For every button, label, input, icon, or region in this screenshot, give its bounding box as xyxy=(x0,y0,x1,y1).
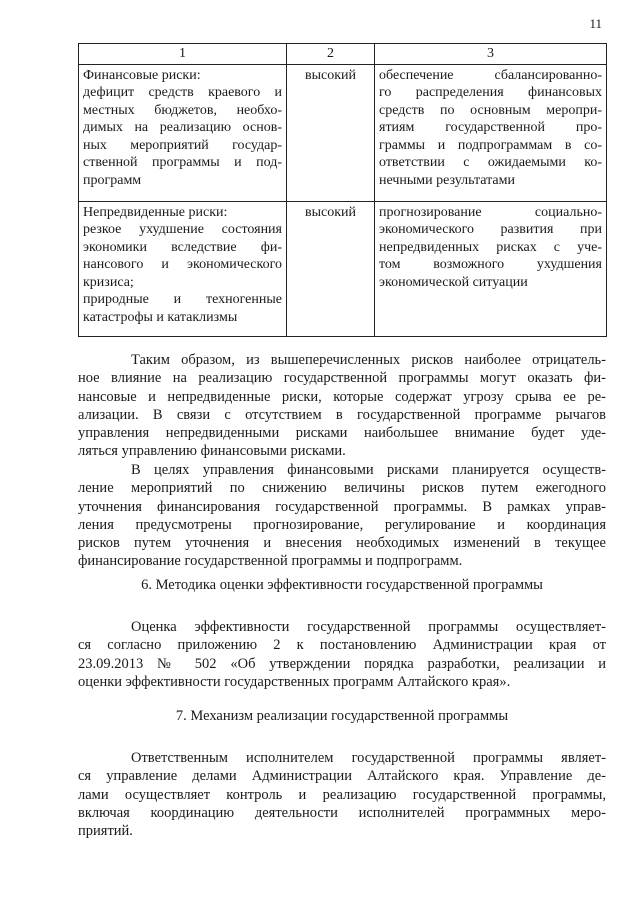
paragraph-line: Таким образом, из вышеперечисленных рисков наиболее отрицатель- xyxy=(131,352,606,368)
risk-level-cell: высокий xyxy=(287,64,375,201)
paragraph-evaluation xyxy=(78,618,606,691)
paragraph-line: Ответственным исполнителем государственной программы являет- xyxy=(131,750,606,766)
risk-cell xyxy=(79,201,287,336)
paragraph-mechanism xyxy=(78,749,606,840)
risk-level-cell: высокий xyxy=(287,201,375,336)
paragraph-line: оценки эффективности государственных программ Алтайского края». xyxy=(78,673,511,690)
paragraph-line: лами осуществляет контроль и реализацию государственной программы, xyxy=(78,786,606,803)
paragraph-line: ся управление делами Администрации Алтайского края. Управление де- xyxy=(78,768,606,785)
risk-text-line: катастрофы и катаклизмы xyxy=(83,309,238,325)
measures-text-line: прогнозирование социально- xyxy=(379,204,602,220)
paragraph-line: ляться управлению финансовыми рисками. xyxy=(78,443,346,460)
risk-title: Непредвиденные риски: xyxy=(83,204,228,220)
measures-text-line: непредвиденных рисках с уче- xyxy=(379,239,602,255)
measures-text-line: нечными результатами xyxy=(379,172,515,188)
measures-text-line: ответствии с ожидаемыми ко- xyxy=(379,155,602,170)
paragraph-line: управления непредвиденными рисками наибольшее внимание будет уде- xyxy=(78,425,606,442)
paragraph-line: финансирование государственной программы и подпрограмм. xyxy=(78,553,463,570)
measures-text-line: экономической ситуации xyxy=(379,274,528,290)
measures-text-line: том возможного ухудшения xyxy=(379,257,602,272)
measures-text-line: граммы и подпрограммам в со- xyxy=(379,137,602,153)
section-heading-6: 6. Методика оценки эффективности государственной программы xyxy=(141,577,543,593)
paragraph-risk-summary xyxy=(78,351,606,461)
table-header-row xyxy=(79,44,607,65)
risk-text-line: кризиса; xyxy=(83,274,134,290)
paragraph-risk-management xyxy=(78,461,606,571)
risk-text-line: ных мероприятий государ- xyxy=(83,137,282,153)
measures-text-line: экономического развития при xyxy=(379,222,602,237)
measures-text-line: обеспечение сбалансированно- xyxy=(379,67,602,83)
paragraph-line: уточнения финансирования государственной программы. В рамках управ- xyxy=(78,498,606,515)
paragraph-line: Оценка эффективности государственной программы осуществляет- xyxy=(131,619,606,635)
table-header-cell: 2 xyxy=(287,44,375,65)
paragraph-line: рисков путем уточнения и внесения необходимых изменений в текущее xyxy=(78,535,606,552)
section-heading-7: 7. Механизм реализации государственной программы xyxy=(175,708,509,724)
measures-cell xyxy=(375,201,607,336)
risk-text-line: местных бюджетов, необхо- xyxy=(83,102,282,118)
risk-text-line: природные и техногенные xyxy=(83,292,282,307)
risk-text-line: ственной программы и под- xyxy=(83,155,282,170)
paragraph-line: включая координацию деятельности исполнителей программных меро- xyxy=(78,804,606,821)
paragraph-line: ализации. В связи с отсутствием в государственной программе рычагов xyxy=(78,406,606,423)
measures-text-line: ятиям государственной про- xyxy=(379,120,602,135)
paragraph-line: 23.09.2013 № 502 «Об утверждении порядка разработки, реализации и xyxy=(78,655,606,672)
paragraph-line: ления предусмотрены прогнозирование, регулирование и координация xyxy=(78,516,606,533)
measures-text-line: го распределения финансовых xyxy=(379,85,602,100)
risk-text-line: димых на реализацию основ- xyxy=(83,120,282,135)
risk-text-line: программ xyxy=(83,172,142,188)
table-row xyxy=(79,64,607,201)
risk-table xyxy=(78,43,607,337)
paragraph-line: ся согласно приложению 2 к постановлению Администрации края от xyxy=(78,637,606,654)
paragraph-line: ное влияние на реализацию государственной программы могут оказать фи- xyxy=(78,370,606,387)
paragraph-line: приятий. xyxy=(78,823,133,840)
page-number: 11 xyxy=(589,16,602,31)
risk-text-line: резкое ухудшение состояния xyxy=(83,222,282,237)
risk-text-line: нансового и экономического xyxy=(83,257,282,272)
table-row xyxy=(79,201,607,336)
paragraph-line: ление мероприятий по снижению величины рисков путем ежегодного xyxy=(78,480,606,497)
risk-text-line: дефицит средств краевого и xyxy=(83,85,282,100)
risk-cell xyxy=(79,64,287,201)
measures-cell xyxy=(375,64,607,201)
measures-text-line: средств по основным меропри- xyxy=(379,102,602,118)
risk-title: Финансовые риски: xyxy=(83,67,201,83)
risk-text-line: экономики вследствие фи- xyxy=(83,239,282,255)
paragraph-line: В целях управления финансовыми рисками планируется осуществ- xyxy=(131,462,606,478)
paragraph-line: нансовые и непредвиденные риски, которые содержат угрозу срыва ее ре- xyxy=(78,388,606,405)
table-header-cell: 3 xyxy=(375,44,607,65)
table-header-cell: 1 xyxy=(79,44,287,65)
